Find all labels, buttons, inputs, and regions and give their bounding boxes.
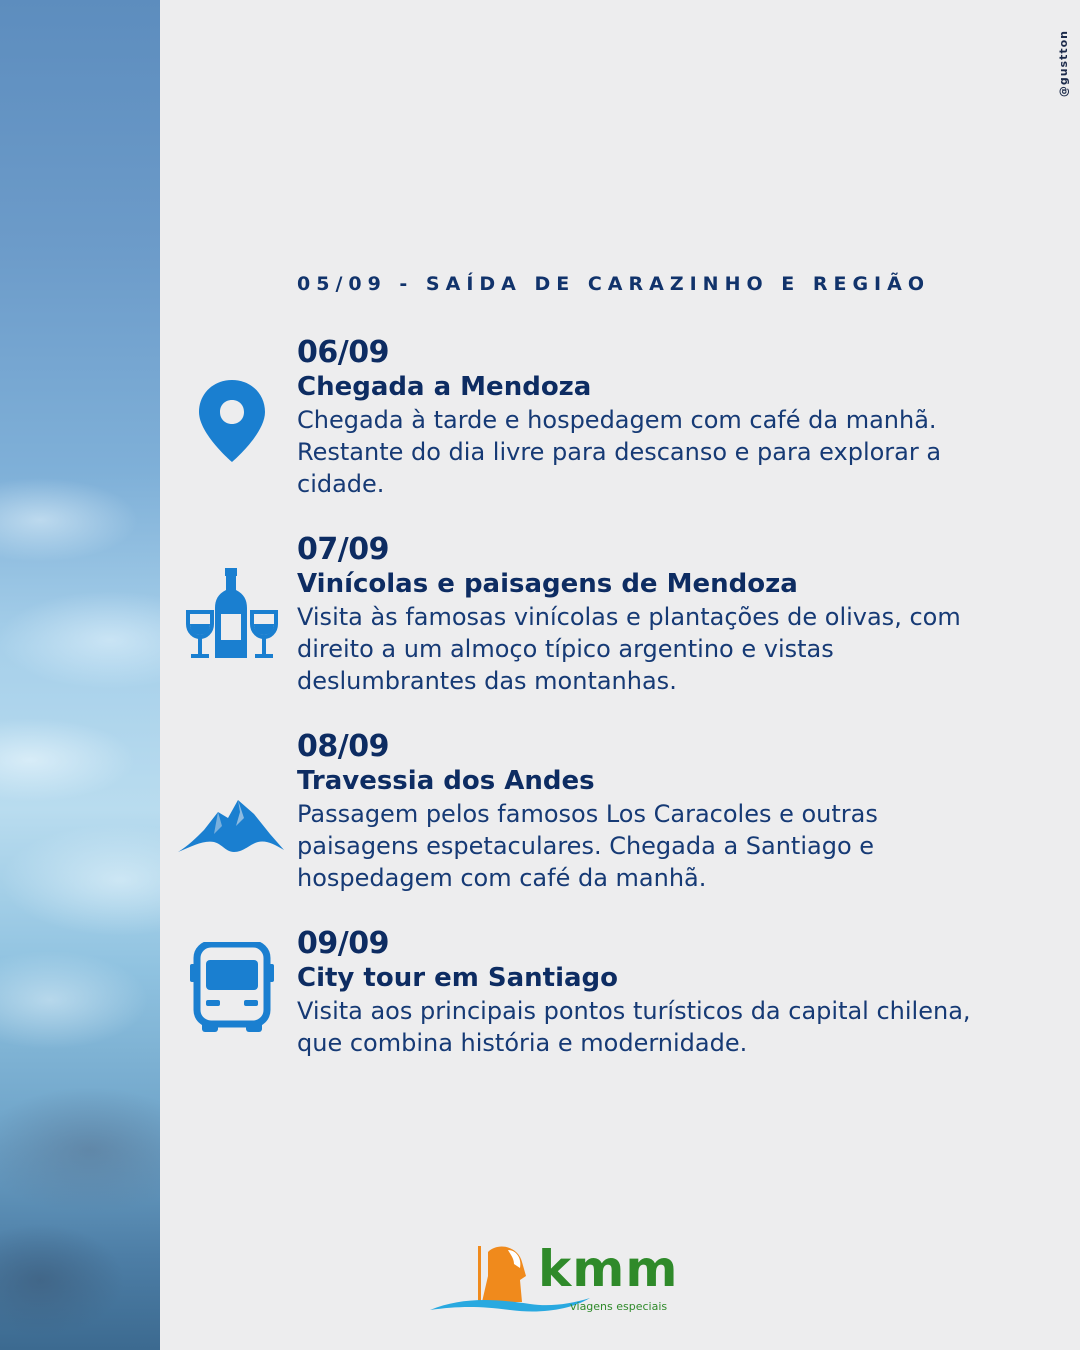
itinerary-item-4 — [297, 927, 997, 1059]
itinerary-item-3 — [297, 730, 997, 894]
bus-icon — [188, 942, 276, 1034]
item-title: Vinícolas e paisagens de Mendoza — [297, 569, 798, 599]
credit-text: @gustton — [1057, 30, 1070, 98]
item-date: 08/09 — [297, 729, 389, 764]
map-pin-icon — [197, 378, 267, 464]
wine-icon — [186, 566, 278, 660]
kmm-logo — [430, 1240, 679, 1320]
item-title: Travessia dos Andes — [297, 766, 595, 796]
logo-tagline: viagens especiais — [570, 1300, 668, 1313]
item-description: Chegada à tarde e hospedagem com café da manhã. Restante do dia livre para descanso e para explorar a cidade. — [297, 406, 942, 498]
departure-header: 05/09 - SAÍDA DE CARAZINHO E REGIÃO — [297, 273, 930, 295]
side-sky-photo — [0, 0, 160, 1350]
mountain-icon — [178, 796, 286, 856]
item-description: Visita às famosas vinícolas e plantações de olivas, com direito a um almoço típico argentino e vistas deslumbrantes das montanhas. — [297, 603, 961, 695]
item-title: City tour em Santiago — [297, 963, 619, 993]
item-date: 07/09 — [297, 532, 389, 567]
itinerary-item-1 — [297, 336, 997, 500]
item-description: Passagem pelos famosos Los Caracoles e outras paisagens espetaculares. Chegada a Santiago e hospedagem com café da manhã. — [297, 800, 878, 892]
item-description: Visita aos principais pontos turísticos da capital chilena, que combina história e modernidade. — [297, 997, 971, 1057]
logo-wordmark: kmm — [538, 1240, 679, 1298]
itinerary-item-2 — [297, 533, 997, 697]
item-date: 06/09 — [297, 335, 389, 370]
item-title: Chegada a Mendoza — [297, 372, 592, 402]
item-date: 09/09 — [297, 926, 389, 961]
